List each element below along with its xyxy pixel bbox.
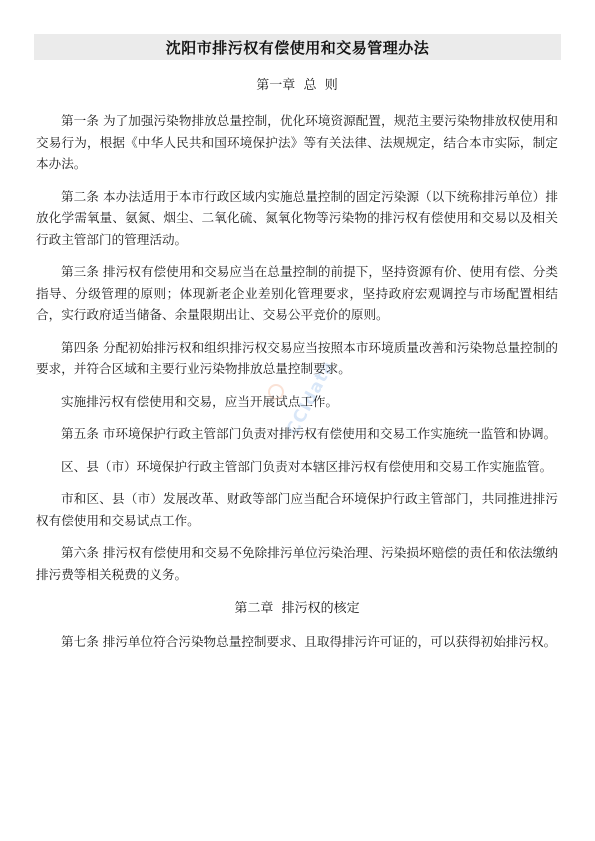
article-6: 第六条 排污权有偿使用和交易不免除排污单位污染治理、污染损坏赔偿的责任和依法缴纳排污费等相关税费的义务。: [36, 545, 558, 582]
chapter-heading-1: 第一章 总 则: [256, 78, 338, 93]
article-5-clause-3: 市和区、县（市）发展改革、财政等部门应当配合环境保护行政主管部门，共同推进排污权有偿使用和交易试点工作。: [36, 491, 558, 528]
article-4-clause-2: 实施排污权有偿使用和交易，应当开展试点工作。: [61, 393, 339, 409]
document-title: 沈阳市排污权有偿使用和交易管理办法: [165, 38, 430, 57]
article-3: 第三条 排污权有偿使用和交易应当在总量控制的前提下，坚持资源有价、使用有偿、分类指导、分级管理的原则；体现新老企业差别化管理要求，坚持政府宏观调控与市场配置相结合，实行政府适当储备、余量限期出让、交易公平竞价的原则。: [36, 264, 558, 322]
watermark: CCIdata: [282, 357, 339, 439]
article-1: 第一条 为了加强污染物排放总量控制，优化环境资源配置，规范主要污染物排放权使用和交易行为，根据《中华人民共和国环境保护法》等有关法律、法规规定，结合本市实际，制定本办法。: [36, 113, 558, 171]
article-7: 第七条 排污单位符合污染物总量控制要求、且取得排污许可证的，可以获得初始排污权。: [61, 634, 557, 649]
article-5: 第五条 市环境保护行政主管部门负责对排污权有偿使用和交易工作实施统一监管和协调。: [61, 426, 557, 441]
article-2: 第二条 本办法适用于本市行政区域内实施总量控制的固定污染源（以下统称排污单位）排放化学需氧量、氨氮、烟尘、二氧化硫、氮氧化物等污染物的排污权有偿使用和交易以及相关行政主管部门的管理活动。: [36, 188, 558, 247]
chapter-heading-2: 第二章 排污权的核定: [234, 601, 360, 616]
article-4: 第四条 分配初始排污权和组织排污权交易应当按照本市环境质量改善和污染物总量控制的要求，并符合区域和主要行业污染物排放总量控制要求。: [36, 339, 558, 376]
document-title-bar: [34, 34, 561, 60]
document-body: [36, 70, 558, 664]
article-5-clause-2: 区、县（市）环境保护行政主管部门负责对本辖区排污权有偿使用和交易工作实施监管。: [61, 458, 553, 474]
